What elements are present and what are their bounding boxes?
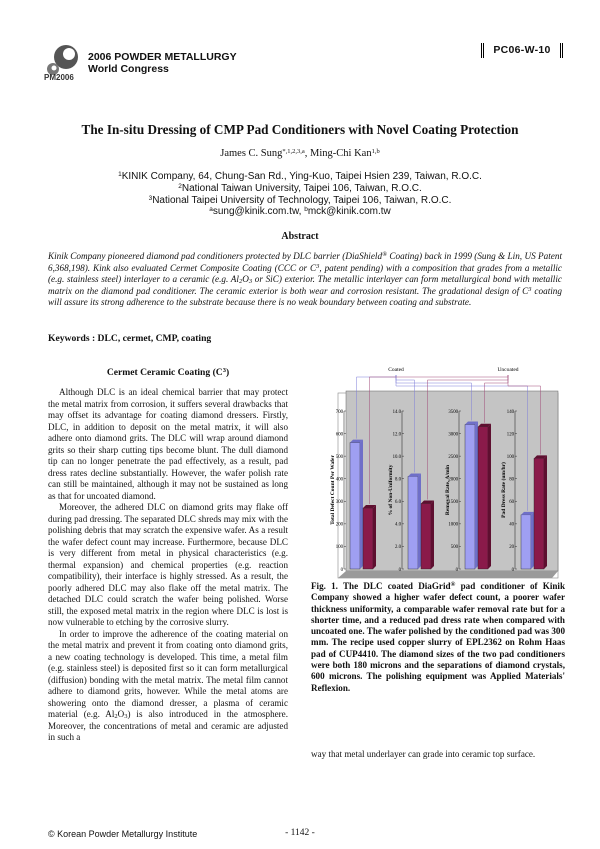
y-tick-label: 40	[509, 522, 514, 528]
y-tick-label: 2000	[448, 477, 458, 483]
y-tick-label: 300	[335, 500, 343, 506]
abstract-text	[48, 251, 562, 309]
bar-uncoated	[534, 458, 544, 569]
bar-uncoated	[421, 504, 431, 569]
paper-code: PC06-W-10	[481, 43, 563, 58]
paragraph-1: Although DLC is an ideal chemical barrier that may protect the metal matrix from corrosion, it suffers several drawbacks that may offset its advantage for coating diamond dressers. Firstly, DLC, in addition to deposit on the metal matrix, it will also adhere onto diamond grits. The DLC will wrap around diamond grits so their sharp cutting tips become blunt. The dull diamond tip can no longer penetrate the pad effectively, as a result, pad dress rates decline substantially. However, the wafer polish rate can still be maintained, although it may not be sustained as long as that for uncoated diamond.	[48, 387, 288, 501]
y-tick-label: 500	[335, 454, 343, 460]
y-tick-label: 100	[335, 545, 343, 551]
y-tick-label: 10.0	[392, 454, 401, 460]
y-tick-label: 1000	[448, 522, 458, 528]
bar-coated	[350, 443, 360, 569]
affiliation-2-sup: 2	[178, 182, 182, 190]
author-separator: ,	[304, 148, 311, 159]
y-tick-label: 700	[335, 409, 343, 415]
keywords: Keywords : DLC, cermet, CMP, coating	[48, 333, 212, 344]
abstract-part: , patent pending) with a composition that grades from a metallic (e.g. stainless steel) interlayer to a ceramic (e.g. Al	[48, 262, 563, 285]
subscript-2: 2	[114, 713, 118, 720]
y-tick-label: 2500	[448, 454, 458, 460]
affiliation-3-sup: 3	[148, 194, 153, 202]
abstract-part: O	[242, 274, 249, 285]
email-line	[0, 206, 600, 218]
abstract-part: or SiC) exterior. The metallic interlayer can form metallurgical bond with metallic matrix on the diamond pad conditioner. The ceramic exterior is both wear and corrosion resistant. The gradational design of C	[48, 274, 562, 296]
figure-1	[308, 363, 564, 581]
y-tick-label: 2.0	[395, 545, 401, 551]
y-tick-label: 0	[455, 567, 458, 573]
y-tick-label: 3500	[448, 409, 458, 415]
subscript-3: 3	[248, 278, 253, 286]
section-heading-end: )	[225, 367, 230, 378]
abstract-heading: Abstract	[281, 231, 319, 242]
y-tick-label: 3000	[448, 432, 458, 438]
email-a[interactable]: sung@kinik.com.tw	[212, 206, 299, 218]
bar-side-face	[418, 473, 421, 569]
y-tick-label: 500	[450, 545, 458, 551]
paragraph-3-part: ) is also introduced in the atmosphere. Moreover, the concentrations of metal and ceramic are adjusted in such a	[48, 709, 288, 742]
y-tick-label: 4.0	[395, 522, 401, 528]
y-axis-label: % of Non-Uniformity	[388, 464, 394, 516]
bar-coated	[465, 425, 475, 569]
conference-line-1: 2006 POWDER METALLURGY	[88, 51, 237, 63]
subscript-3: 3	[124, 713, 128, 720]
author-1: James C. Sung	[220, 148, 283, 159]
author-1-affil: *,1,2,3,a	[282, 148, 305, 155]
abstract-part: Kinik Company pioneered diamond pad conditioners protected by DLC barrier (DiaShield	[48, 251, 383, 261]
bar-coated	[521, 515, 531, 569]
author-2: Ming-Chi Kan	[310, 148, 372, 159]
conference-name	[88, 51, 237, 75]
email-a-sup: a	[209, 206, 213, 214]
bar-chart	[308, 363, 564, 581]
y-tick-label: 200	[335, 522, 343, 528]
bar-coated	[408, 476, 418, 569]
y-axis-label: Removal Rate, A/min	[445, 464, 451, 516]
copyright: © Korean Powder Metallurgy Institute	[48, 829, 198, 839]
y-tick-label: 0	[340, 567, 343, 573]
affiliation-1	[0, 171, 600, 183]
y-tick-label: 8.0	[395, 477, 401, 483]
y-axis-label: Total Defect Count Per Wafer	[330, 455, 336, 525]
email-b-sup: b	[304, 206, 308, 214]
logo-text: PM2006	[44, 73, 74, 82]
body-left-column	[48, 387, 288, 744]
y-tick-label: 100	[506, 454, 514, 460]
y-tick-label: 14.0	[392, 409, 401, 415]
y-tick-label: 400	[335, 477, 343, 483]
body-right-column: way that metal underlayer can grade into ceramic top surface.	[311, 749, 536, 759]
affiliation-3-text: National Taipei University of Technology, Taipei 106, Taiwan, R.O.C.	[152, 194, 452, 206]
y-tick-label: 12.0	[392, 432, 401, 438]
y-tick-label: 60	[509, 500, 514, 506]
affiliation-2	[0, 183, 600, 195]
affiliation-3	[0, 195, 600, 207]
caption-part: Fig. 1. The DLC coated DiaGrid	[311, 581, 451, 591]
affiliation-1-text: KINIK Company, 64, Chung-San Rd., Ying-Kuo, Taipei Hsien 239, Taiwan, R.O.C.	[121, 171, 482, 182]
y-tick-label: 6.0	[395, 500, 401, 506]
caption-part: pad conditioner of Kinik Company showed a higher wafer defect count, a poorer wafer thickness uniformity, a comparable wafer removal rate but for a shorter time, and a reduced pad dress rate when compared with uncoated one. The wafer polished by the conditioned pad was 300 mm. The recipe used copper slurry of EPL2362 on Rohm Haas pad of CUP4410. The diamond sizes of the two pad conditioners were both 180 microns and the separations of diamond crystals, 600 microns. The polishing equipment was Applied Materials' Reflexion.	[311, 581, 565, 693]
superscript-3: 3	[222, 367, 226, 374]
bar-side-face	[475, 422, 478, 569]
affiliation-1-sup: 1	[118, 171, 122, 178]
email-b[interactable]: mck@kinik.com.tw	[307, 206, 391, 218]
y-tick-label: 120	[506, 432, 514, 438]
legend-coated: Coated	[388, 367, 404, 373]
y-tick-label: 600	[335, 432, 343, 438]
paragraph-3-part: O	[117, 709, 125, 719]
figure-caption	[311, 581, 565, 694]
y-tick-label: 140	[506, 409, 514, 415]
paragraph-3	[48, 629, 288, 744]
affiliations	[0, 171, 600, 218]
y-tick-label: 1500	[448, 500, 458, 506]
bar-side-face	[544, 455, 547, 569]
paragraph-3-part: In order to improve the adherence of the coating material on the metal matrix and prevent it from coating onto diamond grits, a new coating technology is developed. This time, a metal film (e.g. stainless steel) is deposited first so it can form metallurgical (diffusion) bonding with the metal matrix. The metal film cannot adhere to diamond grits, however. While the metal atoms are showering onto the diamond dresser, a plasma of ceramic material (e.g. Al	[48, 628, 288, 719]
y-tick-label: 0	[398, 567, 401, 573]
conference-line-2: World Congress	[88, 63, 169, 75]
section-heading-text: Cermet Ceramic Coating (C	[106, 367, 223, 378]
chart-floor	[338, 571, 558, 578]
page-number: - 1142 -	[285, 828, 315, 838]
email-separator: ,	[298, 206, 305, 218]
superscript-3: 3	[528, 285, 532, 293]
paragraph-2: Moreover, the adhered DLC on diamond grits may flake off during pad dressing. The separated DLC shreds may mix with the polishing debris that may scratch the expensive wafer. As a result the wafer defect count may increase. Furthermore, because DLC is very different from metal in physical characteristics (e.g. thermal expansion) and chemical properties (e.g. reaction compatibility), their interface is highly stressed. As a result, the poorly adhered DLC may also flake off the metal matrix. The detached DLC could scratch the wafer being polished. Worse still, the exposed metal matrix in the region where DLC is lost is now vulnerable to etching by the corrosive slurry.	[48, 502, 288, 627]
y-tick-label: 80	[509, 477, 514, 483]
bar-uncoated	[363, 508, 373, 569]
paper-title: The In-situ Dressing of CMP Pad Conditioners with Novel Coating Protection	[81, 122, 519, 137]
registered-mark: ®	[382, 251, 388, 258]
legend-uncoated: Uncoated	[497, 367, 519, 373]
affiliation-2-text: National Taiwan University, Taipei 106, Taiwan, R.O.C.	[181, 182, 422, 194]
bar-uncoated	[478, 427, 488, 569]
y-tick-label: 20	[509, 545, 514, 551]
section-heading	[48, 367, 288, 378]
bar-side-face	[360, 440, 363, 569]
y-axis-label: Pad Dress Rate (um/hr)	[501, 462, 507, 518]
registered-mark: ®	[450, 581, 456, 588]
abstract-part: coating will assure its strong adherence to the substrate because there is no weak boundary between coating and substrate.	[48, 285, 562, 308]
y-tick-label: 0	[511, 567, 514, 573]
subscript-2: 2	[238, 278, 243, 286]
bar-side-face	[531, 512, 534, 569]
author-2-affil: 1,b	[371, 148, 380, 155]
bar-side-face	[373, 505, 376, 569]
superscript-3: 3	[316, 262, 320, 270]
bar-side-face	[488, 424, 491, 569]
bar-side-face	[431, 501, 434, 569]
author-list	[0, 148, 600, 159]
abstract-part: Coating) back in 1999 (Sung & Lin, US Patent 6,368,198). Kink also evaluated Cermet Composite Coating (CCC or C	[48, 251, 562, 273]
